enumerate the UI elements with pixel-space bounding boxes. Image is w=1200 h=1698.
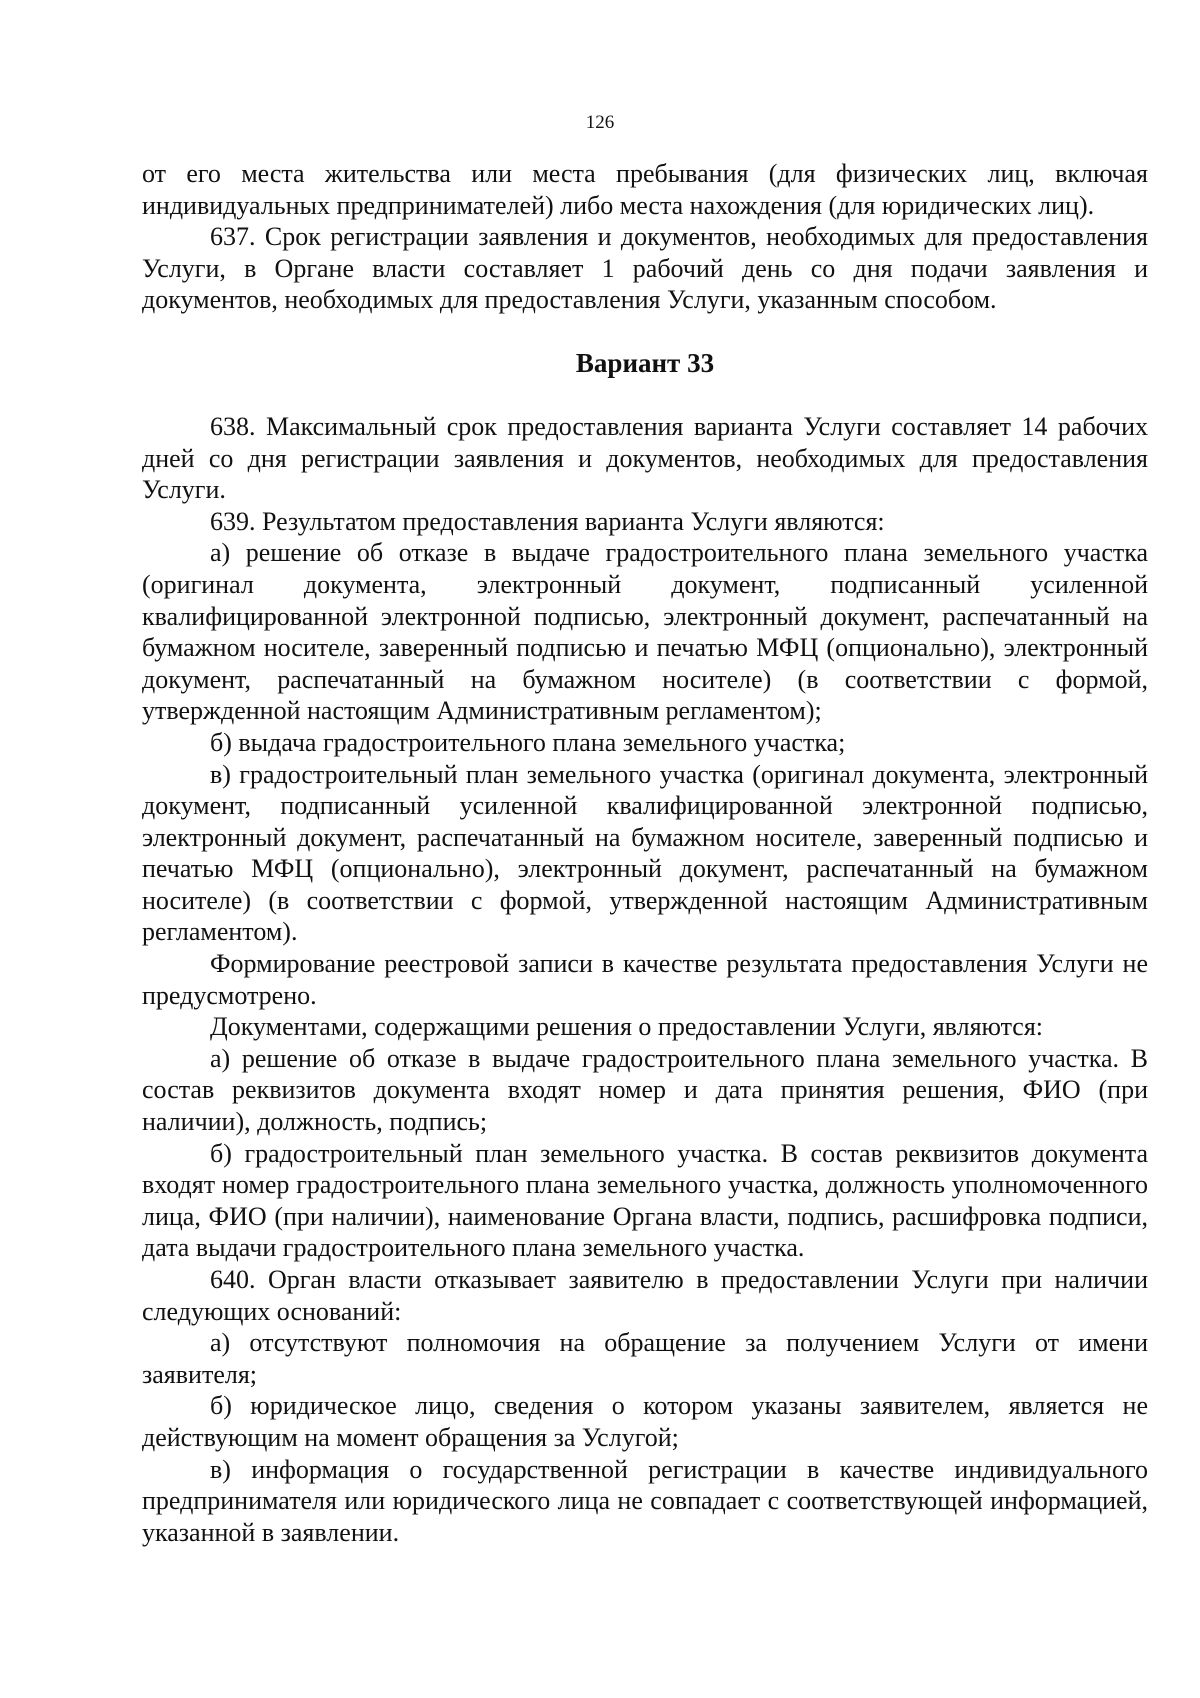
paragraph-640: 640. Орган власти отказывает заявителю в предоставлении Услуги при наличии следующих оснований: bbox=[142, 1265, 1148, 1326]
document-body bbox=[142, 158, 1148, 1548]
paragraph-639-a: а) решение об отказе в выдаче градостроительного плана земельного участка (оригинал документа, электронный документ, подписанный усиленной квалифицированной электронной подписью, электронный документ, распечатанный на бумажном носителе, заверенный подписью и печатью МФЦ (опционально), электронный документ, распечатанный на бумажном носителе) (в соответствии с формой, утвержденной настоящим Административным регламентом); bbox=[142, 538, 1148, 726]
paragraph-639: 639. Результатом предоставления варианта Услуги являются: bbox=[210, 506, 885, 536]
paragraph-639-b: б) выдача градостроительного плана земельного участка; bbox=[210, 727, 846, 757]
paragraph-638: 638. Максимальный срок предоставления варианта Услуги составляет 14 рабочих дней со дня регистрации заявления и документов, необходимых для предоставления Услуги. bbox=[142, 411, 1148, 505]
paragraph-decision-docs: Документами, содержащими решения о предоставлении Услуги, являются: bbox=[210, 1012, 1044, 1042]
paragraph-registry-note: Формирование реестровой записи в качестве результата предоставления Услуги не предусмотрено. bbox=[142, 949, 1148, 1010]
paragraph-640-b: б) юридическое лицо, сведения о котором указаны заявителем, является не действующим на момент обращения за Услугой; bbox=[142, 1391, 1148, 1452]
page-number: 126 bbox=[585, 112, 615, 133]
paragraph-640-v: в) информация о государственной регистрации в качестве индивидуального предпринимателя или юридического лица не совпадает с соответствующей информацией, указанной в заявлении. bbox=[142, 1454, 1148, 1547]
paragraph-continuation: от его места жительства или места пребывания (для физических лиц, включая индивидуальных предпринимателей) либо места нахождения (для юридических лиц). bbox=[142, 159, 1148, 220]
paragraph-decision-docs-a: а) решение об отказе в выдаче градостроительного плана земельного участка. В состав реквизитов документа входят номер и дата принятия решения, ФИО (при наличии), должность, подпись; bbox=[142, 1043, 1148, 1137]
section-heading: Вариант 33 bbox=[575, 347, 715, 378]
paragraph-639-v: в) градостроительный план земельного участка (оригинал документа, электронный документ, подписанный усиленной квалифицированной электронной подписью, электронный документ, распечатанный на бумажном носителе, заверенный подписью и печатью МФЦ (опционально), электронный документ, распечатанный на бумажном носителе) (в соответствии с формой, утвержденной настоящим Административным регламентом). bbox=[142, 759, 1148, 947]
paragraph-640-a: а) отсутствуют полномочия на обращение за получением Услуги от имени заявителя; bbox=[142, 1328, 1148, 1389]
paragraph-decision-docs-b: б) градостроительный план земельного участка. В состав реквизитов документа входят номер градостроительного плана земельного участка, должность уполномоченного лица, ФИО (при наличии), наименование Органа власти, подпись, расшифровка подписи, дата выдачи градостроительного плана земельного участка. bbox=[142, 1138, 1148, 1263]
paragraph-637: 637. Срок регистрации заявления и документов, необходимых для предоставления Услуги, в Органе власти составляет 1 рабочий день со дня подачи заявления и документов, необходимых для предоставления Услуги, указанным способом. bbox=[142, 222, 1148, 315]
